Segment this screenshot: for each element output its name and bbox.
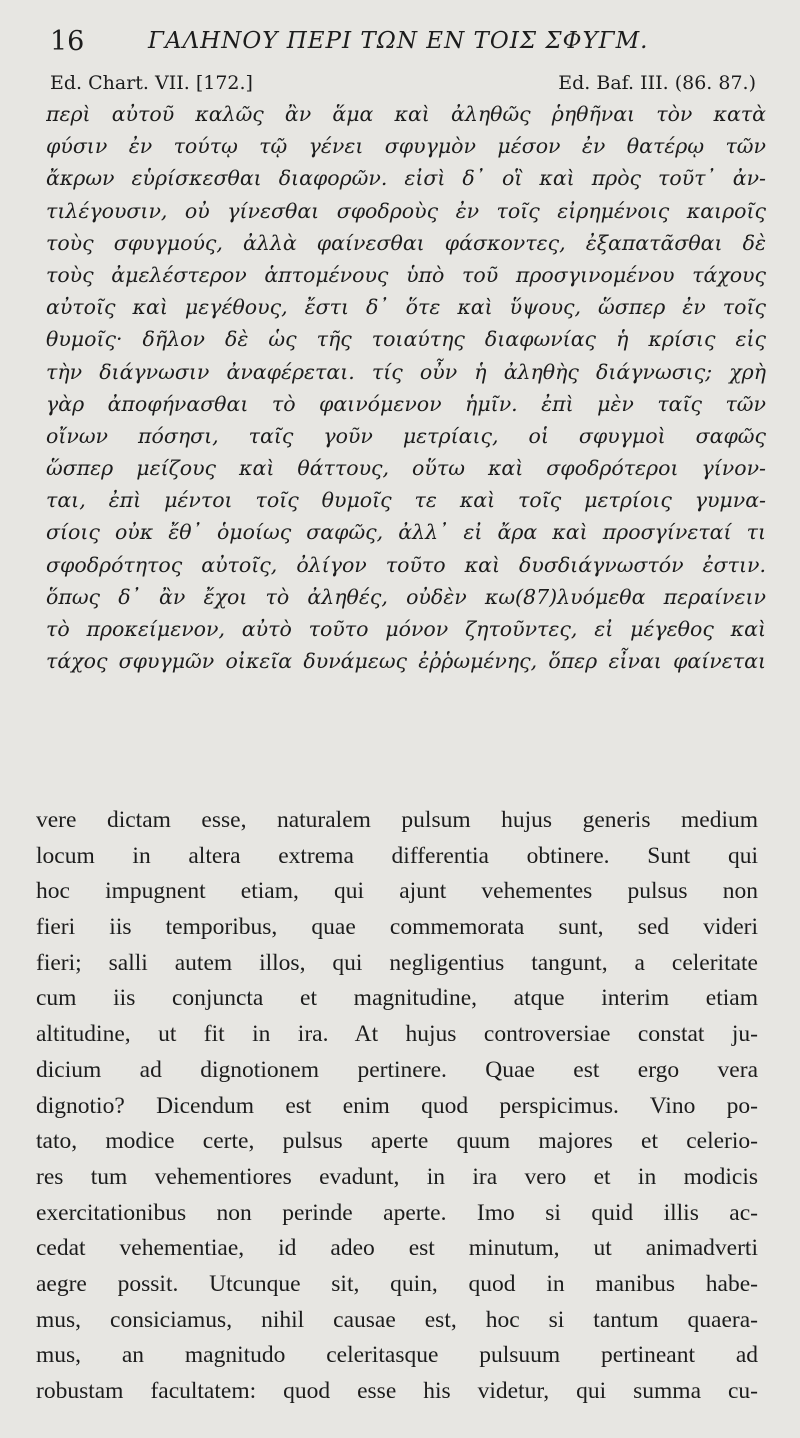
greek-line: τιλέγουσιν, οὐ γίνεσθαι σφοδροὺς ἐν τοῖς εἰρημένοις καιροῖς bbox=[46, 198, 766, 223]
greek-line: τοὺς σφυγμούς, ἀλλὰ φαίνεσθαι φάσκοντες, ἐξαπατᾶσθαι δὲ bbox=[46, 230, 766, 255]
latin-line: fieri iis temporibus, quae commemorata sunt, sed videri bbox=[36, 914, 758, 941]
greek-line: ὥσπερ μείζους καὶ θάττους, οὕτω καὶ σφοδρότεροι γίνον- bbox=[46, 456, 766, 481]
latin-text-block bbox=[36, 803, 758, 1410]
greek-line: τὴν διάγνωσιν ἀναφέρεται. τίς οὖν ἡ ἀληθὴς διάγνωσις; χρὴ bbox=[46, 359, 766, 384]
latin-line: mus, consiciamus, nihil causae est, hoc si tantum quaera- bbox=[36, 1306, 758, 1333]
greek-line: τοὺς ἀμελέστερον ἁπτομένους ὑπὸ τοῦ προσγινομένου τάχους bbox=[46, 262, 766, 287]
greek-line: φύσιν ἐν τούτῳ τῷ γένει σφυγμὸν μέσον ἐν θατέρῳ τῶν bbox=[46, 134, 766, 159]
latin-line: aegre possit. Utcunque sit, quin, quod in manibus habe- bbox=[36, 1270, 758, 1297]
greek-line: σίοις οὐκ ἔθ᾽ ὁμοίως σαφῶς, ἀλλ᾽ εἰ ἄρα καὶ προσγίνεταί τι bbox=[46, 520, 766, 545]
greek-line: σφοδρότητος αὐτοῖς, ὀλίγον τοῦτο καὶ δυσδιάγνωστόν ἐστιν. bbox=[46, 552, 766, 577]
edition-reference-chartier: Ed. Chart. VII. [172.] bbox=[50, 72, 253, 94]
page-number: 16 bbox=[50, 26, 85, 57]
latin-line: res tum vehementiores evadunt, in ira vero et in modicis bbox=[36, 1163, 758, 1190]
latin-line: mus, an magnitudo celeritasque pulsuum pertineant ad bbox=[36, 1342, 758, 1369]
greek-line: ἄκρων εὑρίσκεσθαι διαφορῶν. εἰσὶ δ᾽ οἳ καὶ πρὸς τοῦτ᾽ ἀν- bbox=[46, 166, 766, 191]
greek-line: αὐτοῖς καὶ μεγέθους, ἔστι δ᾽ ὅτε καὶ ὕψους, ὥσπερ ἐν τοῖς bbox=[46, 295, 766, 320]
latin-line: dicium ad dignotionem pertinere. Quae est ergo vera bbox=[36, 1056, 758, 1083]
greek-line: οἴνων πόσησι, ταῖς γοῦν μετρίαις, οἱ σφυγμοὶ σαφῶς bbox=[46, 423, 766, 448]
latin-line: robustam facultatem: quod esse his videtur, qui summa cu- bbox=[36, 1378, 758, 1404]
edition-reference-basel: Ed. Baf. III. (86. 87.) bbox=[558, 72, 756, 94]
greek-line: ται, ἐπὶ μέντοι τοῖς θυμοῖς τε καὶ τοῖς μετρίοις γυμνα- bbox=[46, 488, 766, 513]
edition-reference-line bbox=[50, 72, 756, 100]
greek-line: γὰρ ἀποφήνασθαι τὸ φαινόμενον ἡμῖν. ἐπὶ μὲν ταῖς τῶν bbox=[46, 391, 766, 416]
greek-text-block bbox=[46, 98, 766, 677]
latin-line: exercitationibus non perinde aperte. Imo si quid illis ac- bbox=[36, 1199, 758, 1226]
latin-line: dignotio? Dicendum est enim quod perspicimus. Vino po- bbox=[36, 1092, 758, 1119]
greek-line: θυμοῖς· δῆλον δὲ ὡς τῆς τοιαύτης διαφωνίας ἡ κρίσις εἰς bbox=[46, 327, 766, 352]
latin-line: vere dictam esse, naturalem pulsum hujus generis medium bbox=[36, 807, 758, 833]
latin-line: fieri; salli autem illos, qui negligentius tangunt, a celeritate bbox=[36, 949, 758, 976]
latin-line: locum in altera extrema differentia obtinere. Sunt qui bbox=[36, 842, 758, 869]
latin-line: altitudine, ut fit in ira. At hujus controversiae constat ju- bbox=[36, 1021, 758, 1048]
greek-line: τὸ προκείμενον, αὐτὸ τοῦτο μόνον ζητοῦντες, εἰ μέγεθος καὶ bbox=[46, 617, 766, 641]
greek-line: ὅπως δ᾽ ἂν ἔχοι τὸ ἀληθές, οὐδὲν κω(87)λυόμεθα περαίνειν bbox=[46, 584, 766, 609]
greek-line: περὶ αὐτοῦ καλῶς ἂν ἅμα καὶ ἀληθῶς ῥηθῆναι τὸν κατὰ bbox=[46, 102, 766, 126]
greek-line: τάχος σφυγμῶν οἰκεῖα δυνάμεως ἐῤῥωμένης, ὅπερ εἶναι φαίνεται bbox=[46, 649, 766, 674]
latin-line: cedat vehementiae, id adeo est minutum, ut animadverti bbox=[36, 1235, 758, 1262]
latin-line: cum iis conjuncta et magnitudine, atque interim etiam bbox=[36, 985, 758, 1012]
latin-line: tato, modice certe, pulsus aperte quum majores et celerio- bbox=[36, 1128, 758, 1155]
latin-line: hoc impugnent etiam, qui ajunt vehementes pulsus non bbox=[36, 878, 758, 905]
running-title: ΓΑΛΗΝΟΥ ΠΕΡΙ ΤΩΝ ΕΝ ΤΟΙΣ ΣΦΥΓΜ. bbox=[148, 28, 649, 54]
running-head bbox=[44, 26, 764, 64]
